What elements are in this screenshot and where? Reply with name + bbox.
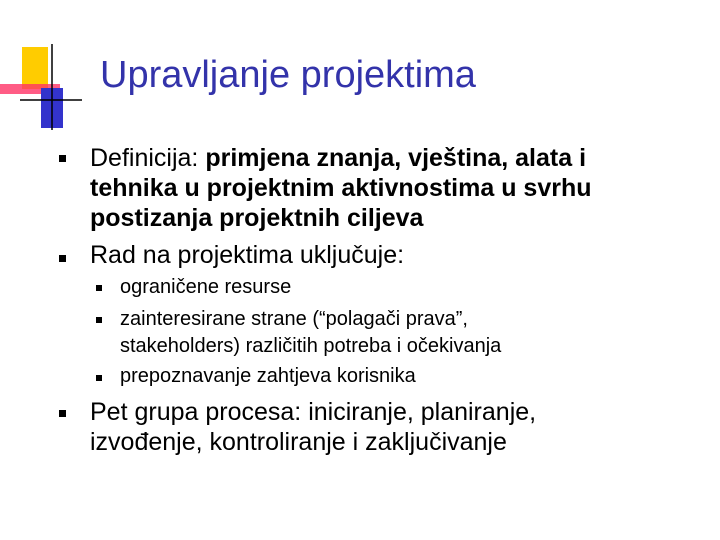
bullet-2-line-1: Rad na projektima uključuje: (90, 241, 405, 269)
bullet-1-line-3: postizanja projektnih ciljeva (90, 204, 424, 232)
bullet-marker-2 (59, 255, 66, 262)
sub-bullet-marker-1 (96, 285, 102, 291)
sub-item-1-line-1: ograničene resurse (120, 276, 292, 298)
bullet-1-line-1-normal: Definicija: (90, 144, 206, 172)
logo-yellow-square (22, 47, 48, 89)
bullet-3-line-1: Pet grupa procesa: iniciranje, planiranje, (90, 398, 537, 426)
sub-item-2-line-1: zainteresirane strane (“polagači prava”, (120, 308, 468, 330)
sub-bullet-marker-3 (96, 375, 102, 381)
bullet-marker-1 (59, 155, 66, 162)
decorative-logo (0, 0, 100, 140)
bullet-3-line-2: izvođenje, kontroliranje i zaključivanje (90, 428, 507, 456)
sub-item-3-line-1: prepoznavanje zahtjeva korisnika (120, 365, 416, 387)
sub-item-2-line-2: stakeholders) različitih potreba i očekivanja (120, 335, 502, 357)
bullet-marker-3 (59, 410, 66, 417)
bullet-1-line-1-bold: primjena znanja, vještina, alata i (205, 144, 587, 172)
bullet-1-line-2: tehnika u projektnim aktivnostima u svrhu (90, 174, 592, 202)
sub-bullet-marker-2 (96, 317, 102, 323)
bullet-1-line-1 (90, 143, 586, 173)
slide-title: Upravljanje projektima (100, 54, 476, 96)
